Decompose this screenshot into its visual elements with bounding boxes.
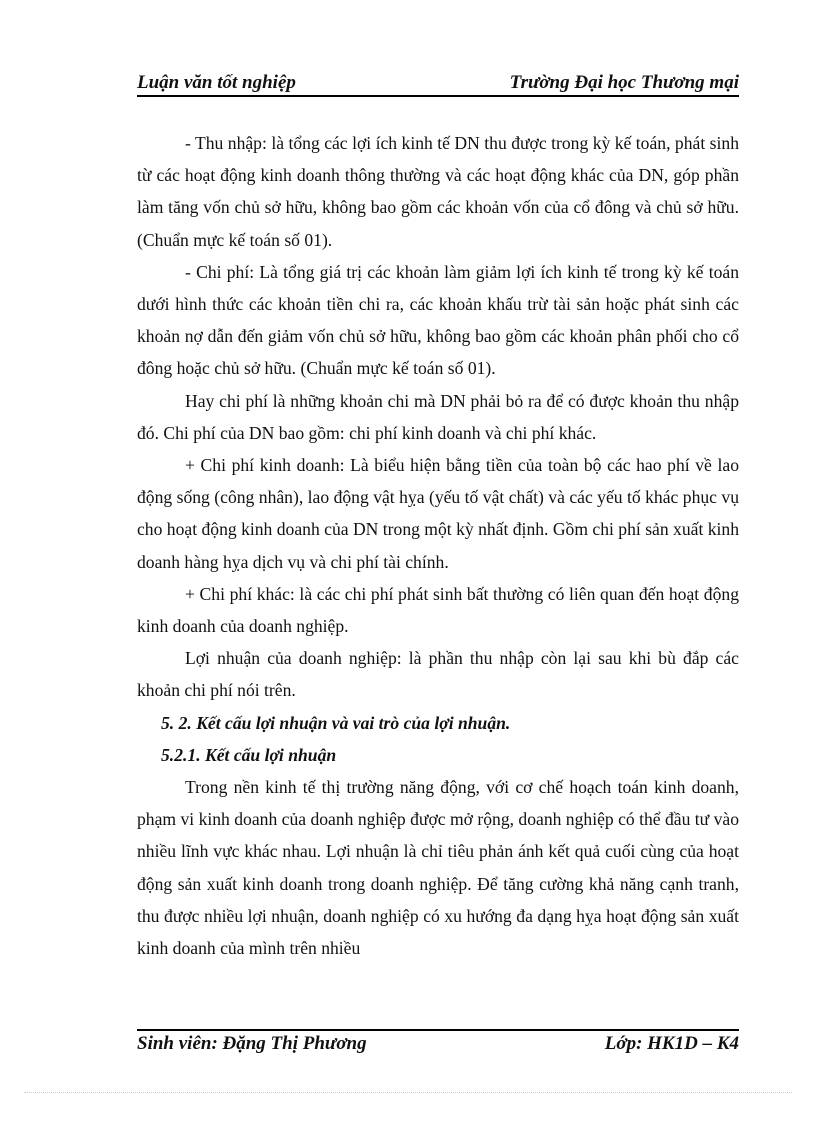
subsection-heading: 5.2.1. Kết cấu lợi nhuận bbox=[161, 744, 337, 765]
paragraph-expense-summary: Hay chi phí là những khoản chi mà DN phải bỏ ra để có được khoản thu nhập đó. Chi phí của DN bao gồm: chi phí kinh doanh và chi phí khác. bbox=[137, 390, 739, 443]
paragraph-expense: - Chi phí: Là tổng giá trị các khoản làm giảm lợi ích kinh tế trong kỳ kế toán dưới hình thức các khoản tiền chi ra, các khoản khấu trừ tài sản hoặc phát sinh các khoản nợ dẫn đến giảm vốn chủ sở hữu, không bao gồm các khoản phân phối cho cổ đông hoặc chủ sở hữu. (Chuẩn mực kế toán số 01). bbox=[137, 261, 739, 379]
paragraph-income: - Thu nhập: là tổng các lợi ích kinh tế DN thu được trong kỳ kế toán, phát sinh từ các hoạt động kinh doanh thông thường và các hoạt động khác của DN, góp phần làm tăng vốn chủ sở hữu, không bao gồm các khoản vốn của cổ đông và chủ sở hữu. (Chuẩn mực kế toán số 01). bbox=[137, 133, 739, 250]
footer-student-name: Sinh viên: Đặng Thị Phương bbox=[137, 1033, 367, 1054]
paragraph-profit-structure: Trong nền kinh tế thị trường năng động, với cơ chế hoạch toán kinh doanh, phạm vi kinh doanh của doanh nghiệp được mở rộng, doanh nghiệp có thể đầu tư vào nhiều lĩnh vực khác nhau. Lợi nhuận là chỉ tiêu phản ánh kết quả cuối cùng của hoạt động sản xuất kinh doanh trong doanh nghiệp. Để tăng cường khả năng cạnh tranh, thu được nhiều lợi nhuận, doanh nghiệp có xu hướng đa dạng hỵa hoạt động sản xuất kinh doanh của mình trên nhiều bbox=[137, 777, 740, 959]
page-bottom-divider bbox=[24, 1092, 792, 1093]
document-body bbox=[137, 127, 739, 964]
page-header bbox=[137, 66, 739, 97]
header-university-name: Trường Đại học Thương mại bbox=[509, 72, 739, 93]
paragraph-business-cost: + Chi phí kinh doanh: Là biểu hiện bằng tiền của toàn bộ các hao phí về lao động sống (công nhân), lao động vật hỵa (yếu tố vật chất) và các yếu tố khác phục vụ cho hoạt động kinh doanh của DN trong một kỳ nhất định. Gồm chi phí sản xuất kinh doanh hàng hỵa dịch vụ và chi phí tài chính. bbox=[137, 455, 740, 572]
header-thesis-label: Luận văn tốt nghiệp bbox=[137, 72, 296, 93]
paragraph-profit-definition: Lợi nhuận của doanh nghiệp: là phần thu nhập còn lại sau khi bù đắp các khoản chi phí nói trên. bbox=[137, 648, 739, 701]
paragraph-other-cost: + Chi phí khác: là các chi phí phát sinh bất thường có liên quan đến hoạt động kinh doanh của doanh nghiệp. bbox=[137, 583, 739, 637]
page-footer bbox=[137, 1029, 739, 1061]
footer-class-code: Lớp: HK1D – K4 bbox=[604, 1033, 739, 1054]
section-heading: 5. 2. Kết cấu lợi nhuận và vai trò của lợi nhuận. bbox=[161, 712, 511, 733]
